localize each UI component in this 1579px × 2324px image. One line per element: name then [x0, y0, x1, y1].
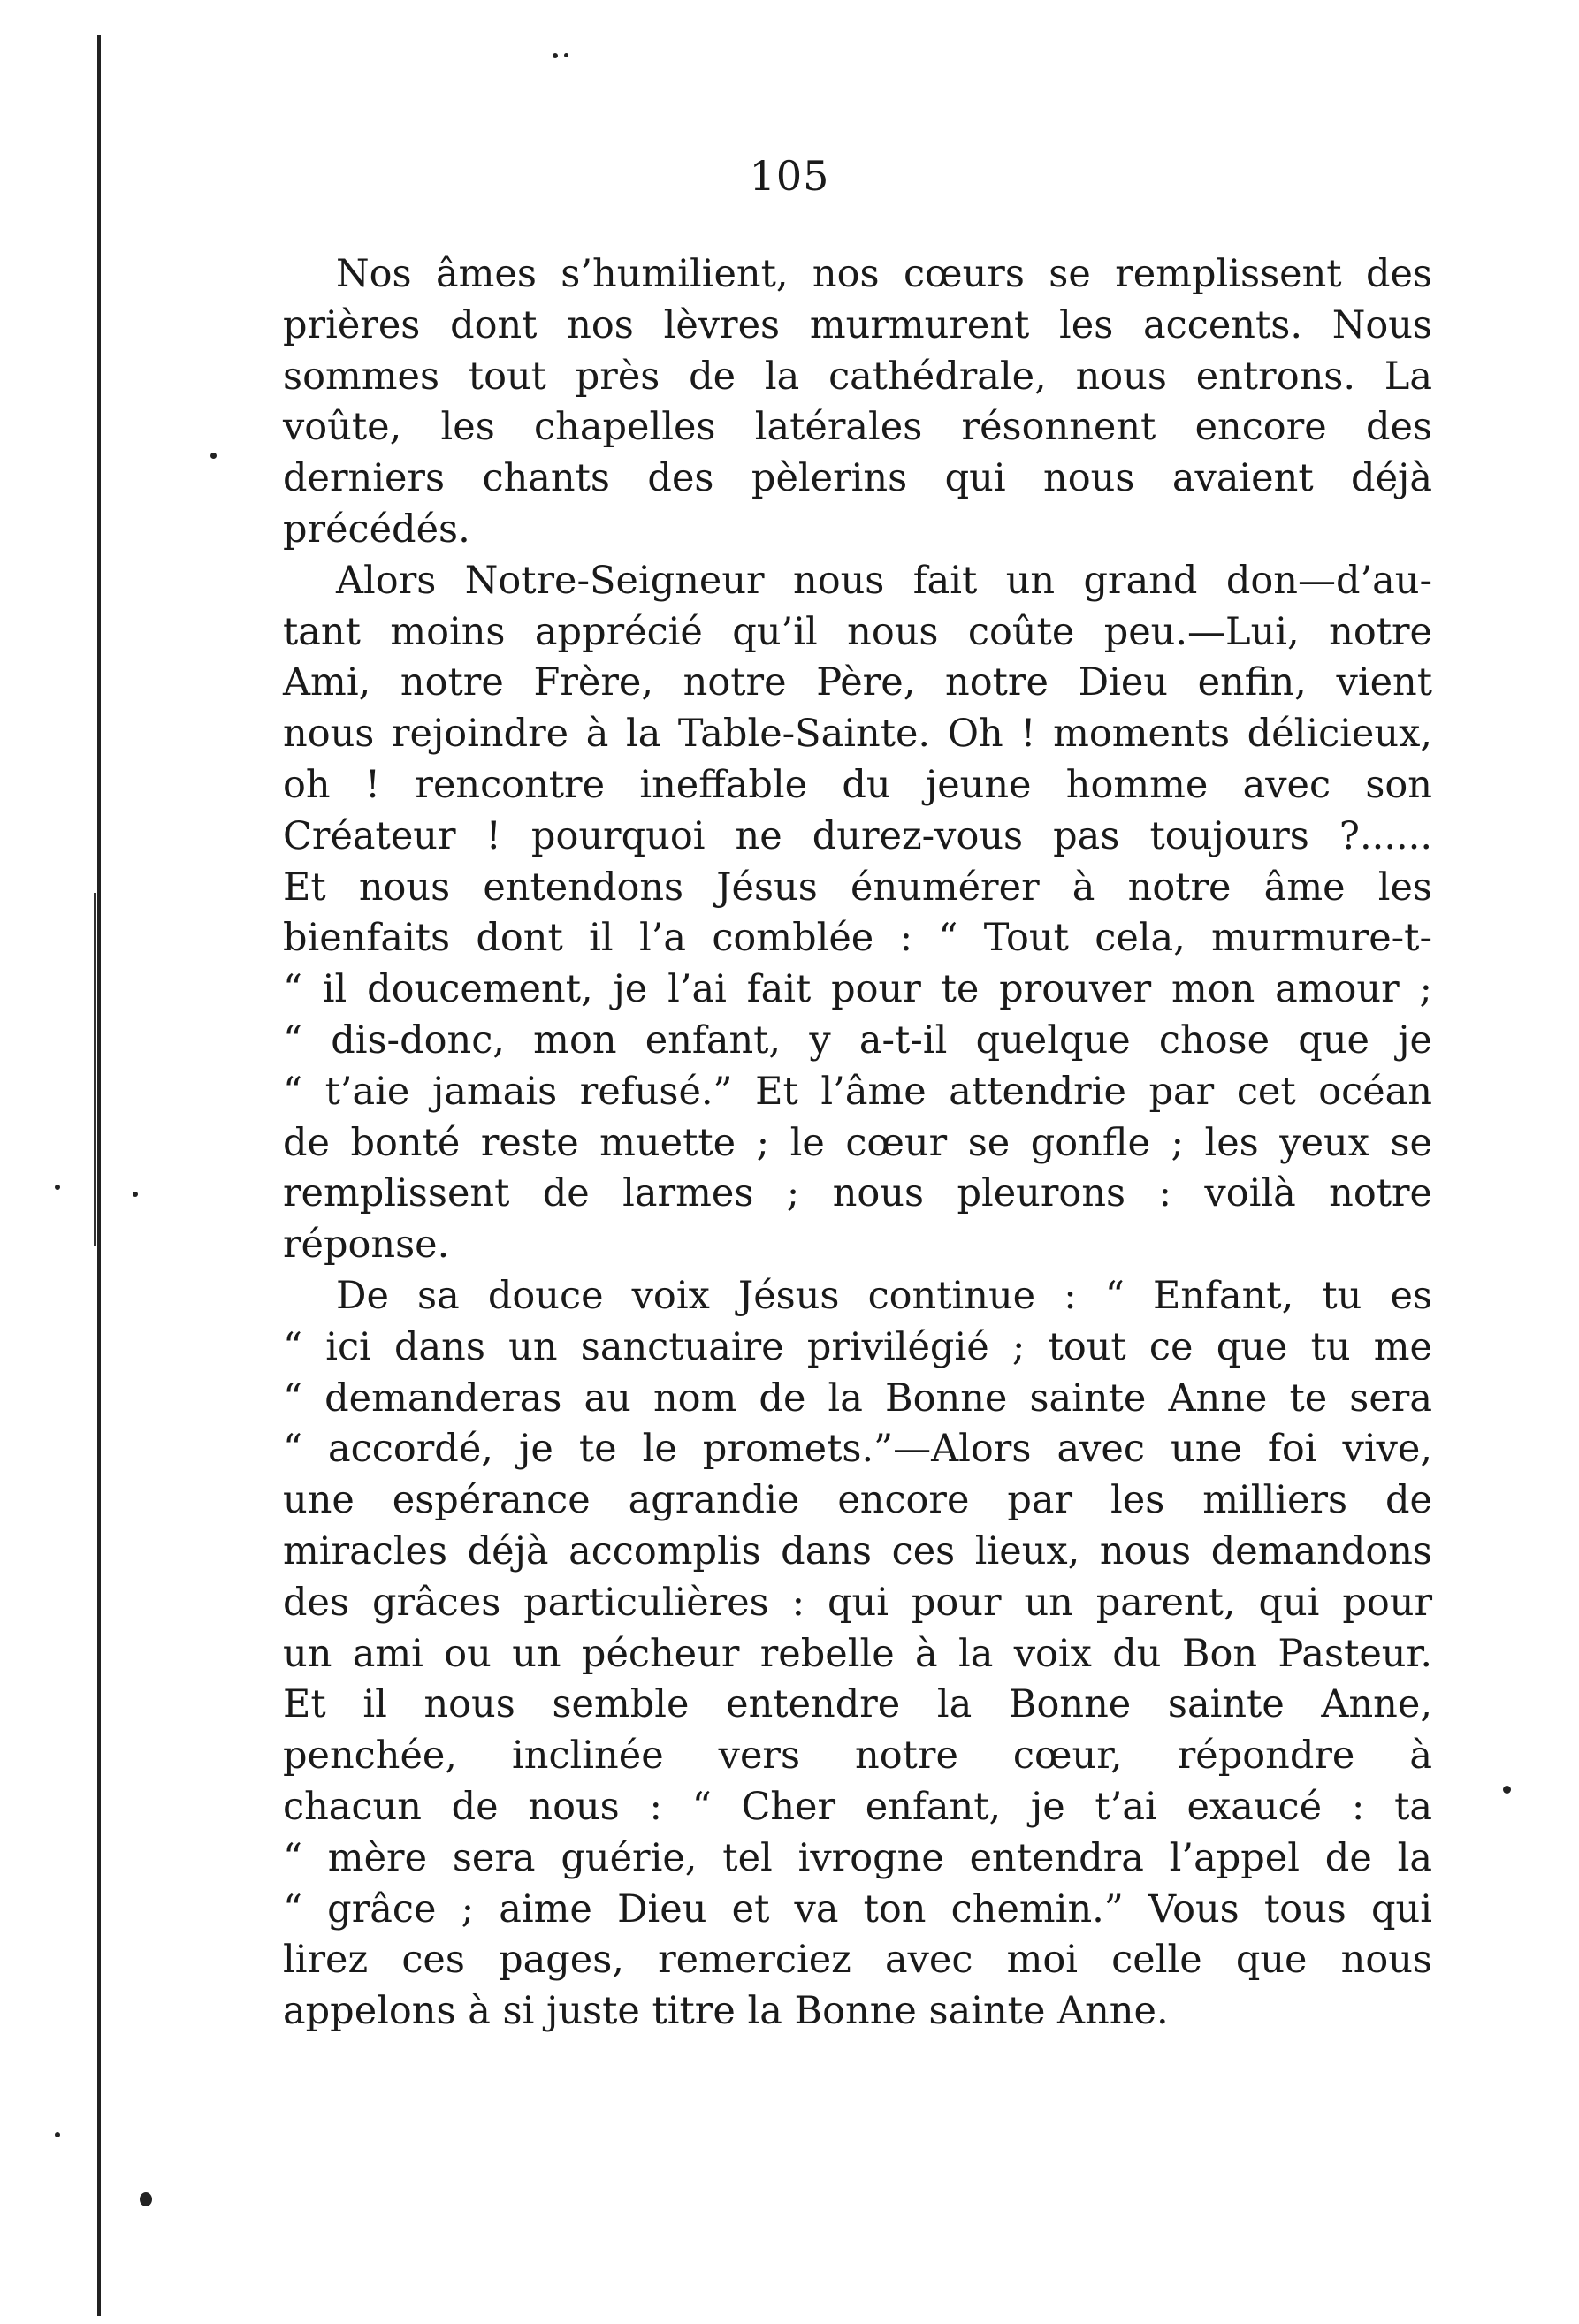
page-number: 105	[749, 152, 830, 200]
ink-speck	[55, 2132, 60, 2137]
ink-speck	[133, 1192, 138, 1197]
text-line: Et il nous semble entendre la Bonne sainte Anne,	[283, 1682, 1432, 1727]
text-line: “ mère sera guérie, tel ivrogne entendra l’appel de la	[283, 1835, 1432, 1880]
text-line: appelons à si juste titre la Bonne sainte Anne.	[283, 1989, 1169, 2034]
text-line: une espérance agrandie encore par les milliers de	[283, 1478, 1432, 1523]
text-line: “ dis-donc, mon enfant, y a-t-il quelque chose que je	[283, 1017, 1432, 1063]
text-line: “ accordé, je te le promets.”—Alors avec une foi vive,	[283, 1427, 1432, 1472]
text-line: voûte, les chapelles latérales résonnent encore des	[283, 405, 1432, 450]
text-line: sommes tout près de la cathédrale, nous entrons. La	[283, 354, 1432, 399]
text-line: “ il doucement, je l’ai fait pour te prouver mon amour ;	[283, 967, 1432, 1012]
text-line: précédés.	[283, 507, 470, 552]
text-line: chacun de nous : “ Cher enfant, je t’ai exaucé : ta	[283, 1784, 1432, 1829]
text-line: remplissent de larmes ; nous pleurons : voilà notre	[283, 1171, 1432, 1216]
ink-speck	[140, 2192, 152, 2206]
text-line: un ami ou un pécheur rebelle à la voix du Bon Pasteur.	[283, 1631, 1432, 1676]
left-margin-rule-segment	[94, 893, 96, 1246]
ink-speck	[553, 53, 558, 58]
ink-speck	[1503, 1786, 1511, 1794]
text-line: “ grâce ; aime Dieu et va ton chemin.” Vous tous qui	[283, 1886, 1432, 1932]
ink-speck	[55, 1185, 60, 1190]
ink-speck	[564, 53, 568, 57]
text-line: Ami, notre Frère, notre Père, notre Dieu enfin, vient	[283, 660, 1432, 705]
text-line: Nos âmes s’humilient, nos cœurs se remplissent des	[336, 252, 1432, 296]
ink-speck	[210, 453, 217, 459]
body-text	[283, 249, 1432, 2038]
text-line: réponse.	[283, 1223, 450, 1268]
text-line: prières dont nos lèvres murmurent les accents. Nous	[283, 302, 1432, 347]
text-line: derniers chants des pèlerins qui nous avaient déjà	[283, 456, 1432, 501]
text-line: “ demanderas au nom de la Bonne sainte Anne te sera	[283, 1375, 1432, 1421]
text-line: penchée, inclinée vers notre cœur, répondre à	[283, 1733, 1432, 1779]
text-line: lirez ces pages, remerciez avec moi celle que nous	[283, 1938, 1432, 1983]
text-line: De sa douce voix Jésus continue : “ Enfant, tu es	[336, 1273, 1432, 1318]
text-line: de bonté reste muette ; le cœur se gonfle ; les yeux se	[283, 1120, 1432, 1165]
text-line: Alors Notre-Seigneur nous fait un grand don—d’au-	[336, 558, 1432, 603]
text-line: Créateur ! pourquoi ne durez-vous pas toujours ?......	[283, 813, 1432, 858]
left-margin-rule	[97, 35, 101, 2316]
text-line: Et nous entendons Jésus énumérer à notre âme les	[283, 865, 1432, 910]
text-line: tant moins apprécié qu’il nous coûte peu.—Lui, notre	[283, 609, 1432, 654]
text-line: miracles déjà accomplis dans ces lieux, nous demandons	[283, 1528, 1432, 1573]
text-line: bienfaits dont il l’a comblée : “ Tout cela, murmure-t-	[283, 916, 1432, 961]
text-line: nous rejoindre à la Table-Sainte. Oh ! moments délicieux,	[283, 712, 1432, 757]
text-line: “ ici dans un sanctuaire privilégié ; tout ce que tu me	[283, 1324, 1432, 1369]
text-line: des grâces particulières : qui pour un parent, qui pour	[283, 1580, 1432, 1625]
text-line: oh ! rencontre ineffable du jeune homme avec son	[283, 762, 1432, 807]
text-line: “ t’aie jamais refusé.” Et l’âme attendrie par cet océan	[283, 1069, 1432, 1114]
